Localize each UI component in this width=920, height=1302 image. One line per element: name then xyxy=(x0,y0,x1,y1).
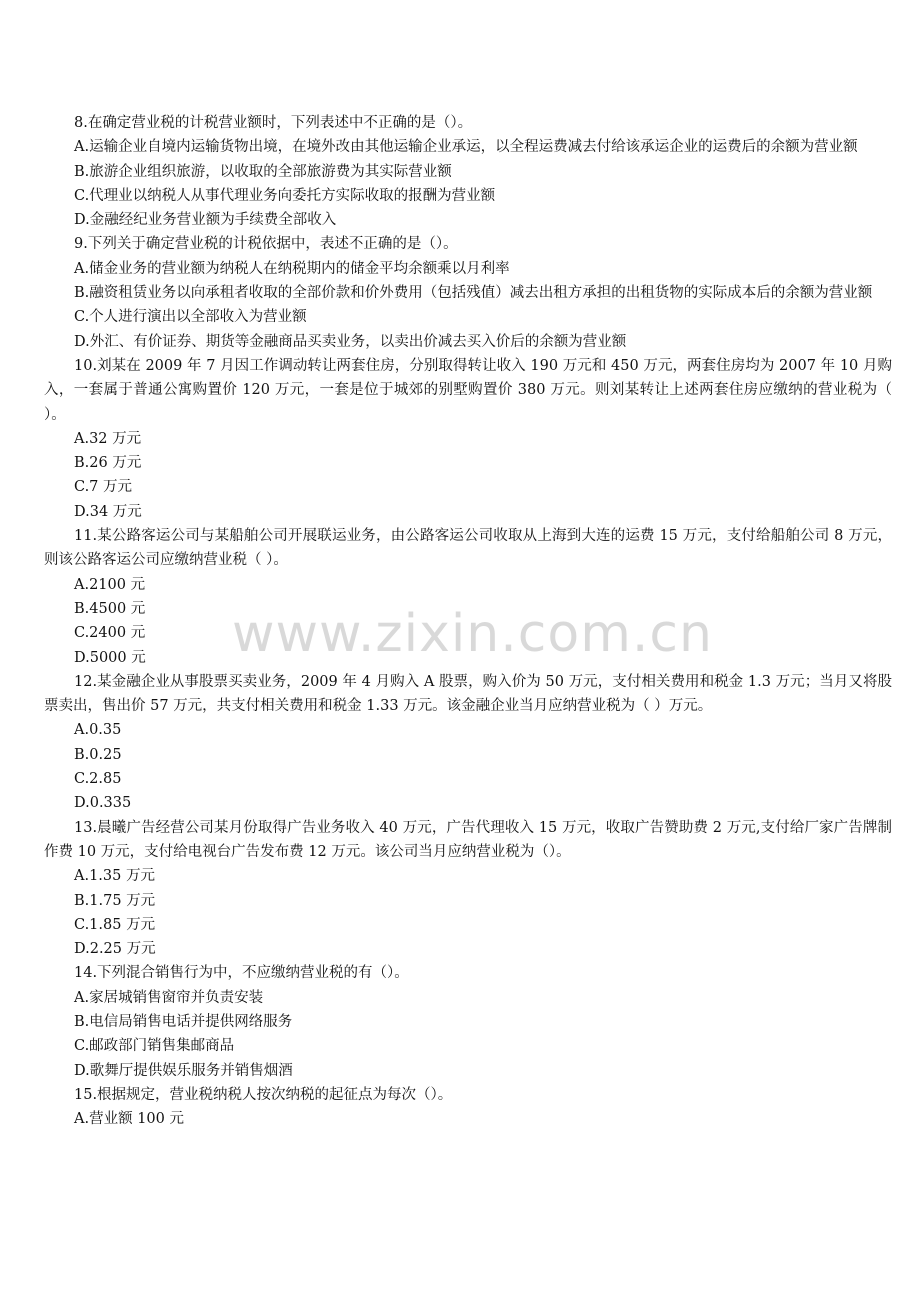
text-line: C.邮政部门销售集邮商品 xyxy=(74,1038,235,1055)
text-line: D.0.335 xyxy=(74,795,132,812)
text-line: C.个人进行演出以全部收入为营业额 xyxy=(74,309,307,326)
text-line: 11.某公路客运公司与某船舶公司开展联运业务，由公路客运公司收取从上海到大连的运费 15 万元，支付给船舶公司 8 万元，则该公路客运公司应缴纳营业税（ ）。 xyxy=(44,528,892,569)
text-line: C.代理业以纳税人从事代理业务向委托方实际收取的报酬为营业额 xyxy=(74,187,496,204)
text-line: 12.某金融企业从事股票买卖业务，2009 年 4 月购入 A 股票，购入价为 50 万元，支付相关费用和税金 1.3 万元；当月又将股票卖出，售出价 57 万元，共支付相关费用和税金 1.33 万元。该金融企业当月应纳营业税为（ ）万元。 xyxy=(44,673,892,715)
text-line: D.34 万元 xyxy=(74,503,142,520)
text-line: B.4500 元 xyxy=(74,600,146,617)
text-line: A.0.35 xyxy=(74,722,122,739)
text-line: 9.下列关于确定营业税的计税依据中，表述不正确的是（）。 xyxy=(74,236,458,253)
text-line: A.32 万元 xyxy=(74,430,142,447)
text-line: B.26 万元 xyxy=(74,455,142,472)
text-line: C.2400 元 xyxy=(74,625,146,642)
text-line: B.融资租赁业务以向承租者收取的全部价款和价外费用（包括残值）减去出租方承担的出租货物的实际成本后的余额为营业额 xyxy=(74,285,873,302)
text-line: D.2.25 万元 xyxy=(74,941,156,958)
text-line: 15.根据规定，营业税纳税人按次纳税的起征点为每次（）。 xyxy=(74,1086,453,1103)
text-line: A.营业额 100 元 xyxy=(74,1111,184,1128)
text-line: 10.刘某在 2009 年 7 月因工作调动转让两套住房，分别取得转让收入 190 万元和 450 万元，两套住房均为 2007 年 10 月购入，一套属于普通公寓购置价 120 万元，一套是位于城郊的别墅购置价 380 万元。则刘某转让上述两套住房应缴纳的营业税为（ ）。 xyxy=(44,357,892,423)
text-line: D.金融经纪业务营业额为手续费全部收入 xyxy=(74,212,337,229)
text-line: B.旅游企业组织旅游，以收取的全部旅游费为其实际营业额 xyxy=(74,163,452,180)
text-line: 13.晨曦广告经营公司某月份取得广告业务收入 40 万元，广告代理收入 15 万元，收取广告赞助费 2 万元,支付给厂家广告牌制作费 10 万元，支付给电视台广告发布费 12 万元。该公司当月应纳营业税为（）。 xyxy=(44,819,892,860)
document-body xyxy=(44,111,892,1131)
text-line: 14.下列混合销售行为中，不应缴纳营业税的有（）。 xyxy=(74,965,409,982)
text-line: D.5000 元 xyxy=(74,649,146,666)
text-line: A.储金业务的营业额为纳税人在纳税期内的储金平均余额乘以月利率 xyxy=(74,260,510,277)
text-line: A.1.35 万元 xyxy=(74,868,155,885)
text-line: D.外汇、有价证券、期货等金融商品买卖业务，以卖出价减去买入价后的余额为营业额 xyxy=(74,333,627,350)
text-line: C.1.85 万元 xyxy=(74,916,156,933)
text-line: C.7 万元 xyxy=(74,479,133,496)
text-line: A.2100 元 xyxy=(74,576,146,593)
text-line: A.运输企业自境内运输货物出境，在境外改由其他运输企业承运，以全程运费减去付给该承运企业的运费后的余额为营业额 xyxy=(74,139,858,156)
text-line: B.电信局销售电话并提供网络服务 xyxy=(74,1013,293,1030)
text-line: C.2.85 xyxy=(74,771,122,788)
text-line: B.0.25 xyxy=(74,746,122,763)
text-line: A.家居城销售窗帘并负责安装 xyxy=(74,989,264,1006)
text-line: B.1.75 万元 xyxy=(74,892,156,909)
text-line: 8.在确定营业税的计税营业额时，下列表述中不正确的是（）。 xyxy=(74,115,473,131)
watermark: www.zixin.com.cn xyxy=(232,604,713,664)
text-line: D.歌舞厅提供娱乐服务并销售烟酒 xyxy=(74,1062,293,1079)
